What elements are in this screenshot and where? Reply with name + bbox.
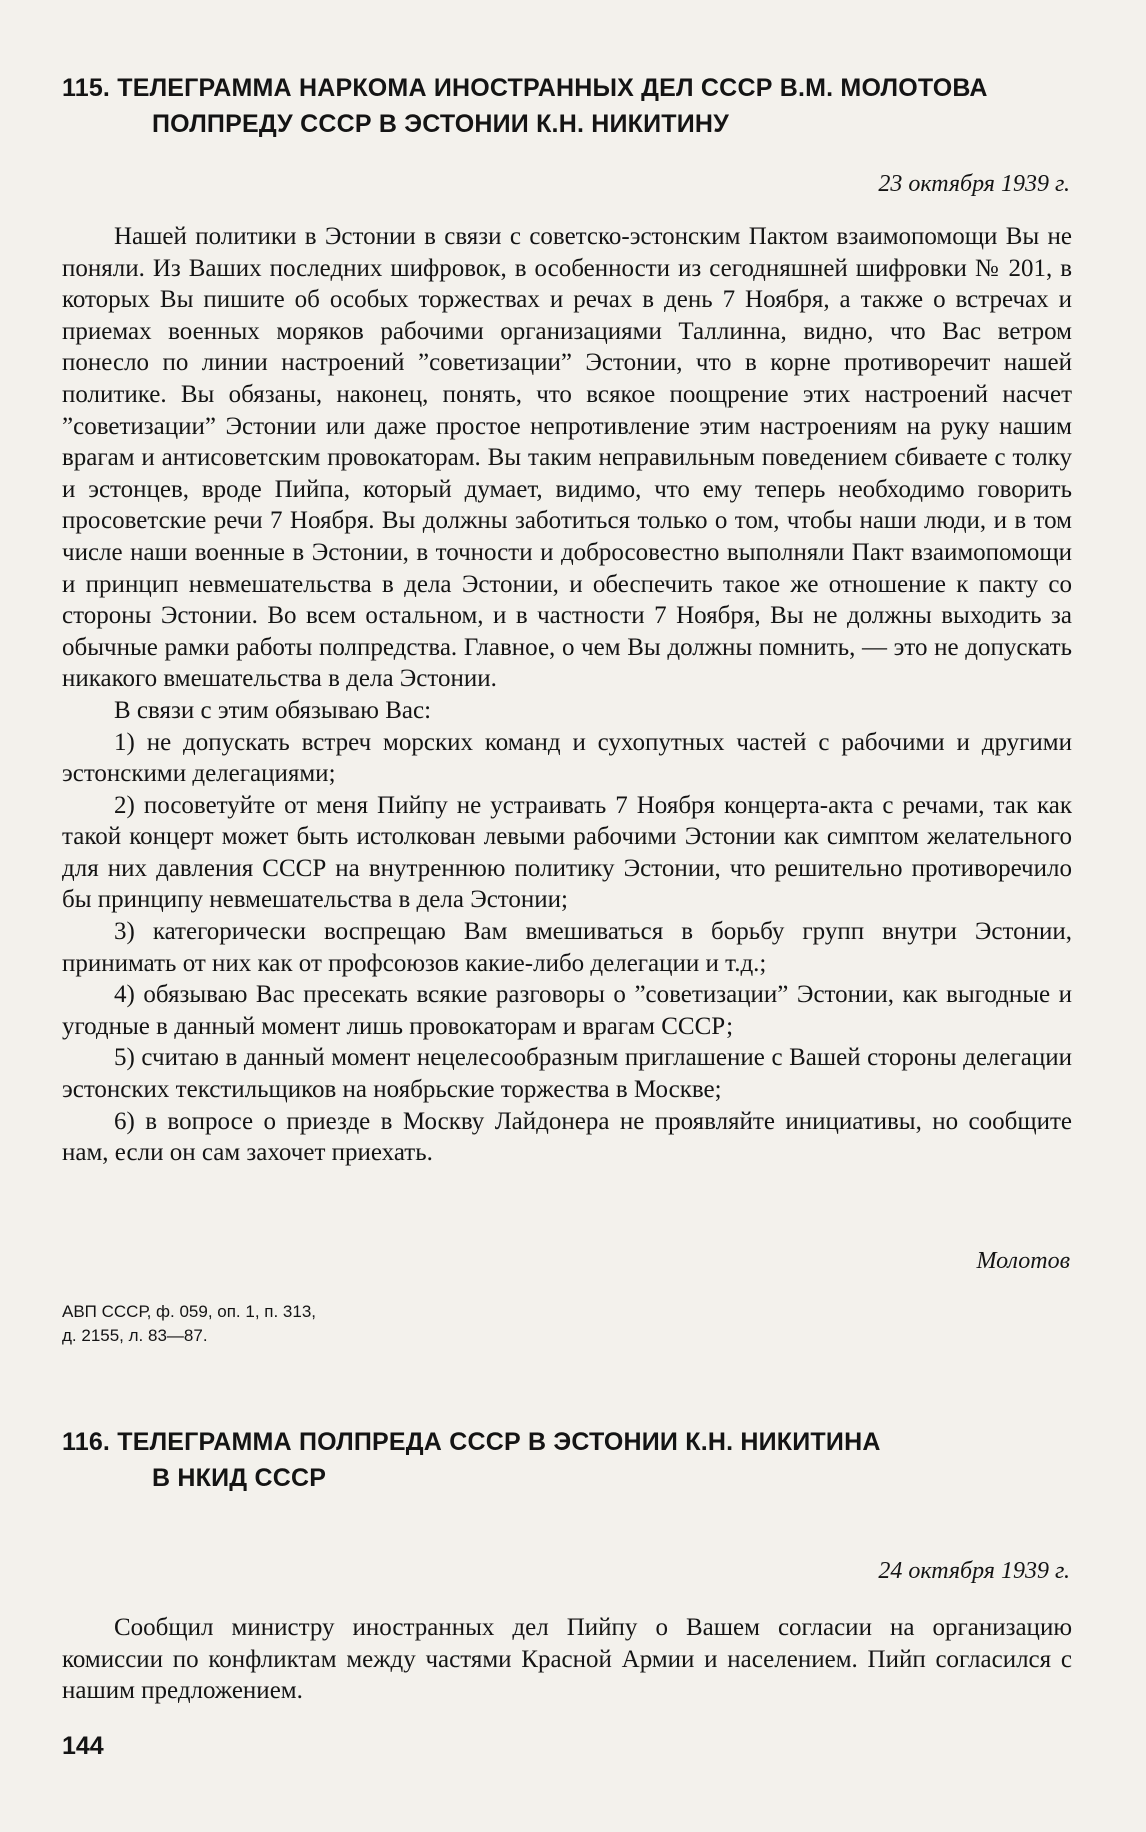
doc-115-list-item: 5) считаю в данный момент нецелесообразным приглашение с Вашей стороны делегации эстонских текстильщиков на ноябрьские торжества в Москве;: [62, 1044, 1072, 1104]
doc-116-date: 24 октября 1939 г.: [878, 1558, 1070, 1584]
doc-116-paragraph: Сообщил министру иностранных дел Пийпу о Вашем согласии на организацию комиссии по конфликтам между частями Красной Армии и населением. Пийп согласился с нашим предложением.: [62, 1614, 1072, 1705]
doc-115-list-item: 3) категорически воспрещаю Вам вмешиваться в борьбу групп внутри Эстонии, принимать от них как от профсоюзов какие-либо делегации и т.д.;: [62, 918, 1072, 977]
doc-116-title-line-1: 116. ТЕЛЕГРАММА ПОЛПРЕДА СССР В ЭСТОНИИ К.Н. НИКИТИНА: [62, 1428, 881, 1456]
page-number: 144: [62, 1732, 104, 1760]
doc-115-archive-reference: [62, 1300, 422, 1348]
doc-115-title: [62, 70, 1082, 142]
archive-line-2: д. 2155, л. 83—87.: [62, 1326, 208, 1345]
doc-115-body: [62, 221, 1072, 1169]
doc-115-list-item: 2) посоветуйте от меня Пийпу не устраивать 7 Ноября концерта-акта с речами, так как такой концерт может быть истолкован левыми рабочими Эстонии как симптом желательного для них давления СССР на внутреннюю политику Эстонии, что решительно противоречило бы принципу невмешательства в дела Эстонии;: [62, 791, 1072, 914]
doc-115-paragraph: В связи с этим обязываю Вас:: [114, 696, 432, 724]
doc-116-body: [62, 1612, 1072, 1707]
doc-115-signature: Молотов: [976, 1248, 1070, 1274]
doc-115-date: 23 октября 1939 г.: [878, 171, 1070, 197]
doc-115-list-item: 1) не допускать встреч морских команд и сухопутных частей с рабочими и другими эстонскими делегациями;: [62, 728, 1072, 788]
doc-115-title-line-2: ПОЛПРЕДУ СССР В ЭСТОНИИ К.Н. НИКИТИНУ: [152, 110, 729, 138]
archive-line-1: АВП СССР, ф. 059, оп. 1, п. 313,: [62, 1302, 317, 1321]
doc-115-title-line-1: 115. ТЕЛЕГРАММА НАРКОМА ИНОСТРАННЫХ ДЕЛ СССР В.М. МОЛОТОВА: [62, 74, 988, 102]
doc-116-title-line-2: В НКИД СССР: [152, 1464, 327, 1492]
doc-115-list-item: 6) в вопросе о приезде в Москву Лайдонера не проявляйте инициативы, но сообщите нам, если он сам захочет приехать.: [62, 1107, 1072, 1167]
doc-116-title: [62, 1424, 1082, 1496]
doc-115-list-item: 4) обязываю Вас пресекать всякие разговоры о ”советизации” Эстонии, как выгодные и угодные в данный момент лишь провокаторам и врагам СССР;: [62, 981, 1072, 1040]
doc-115-paragraph: Нашей политики в Эстонии в связи с советско-эстонским Пактом взаимопомощи Вы не поняли. Из Ваших последних шифровок, в особенности из сегодняшней шифровки № 201, в которых Вы пишите об особых торжествах и речах в день 7 Ноября, а также о встречах и приемах военных моряков рабочими организациями Таллинна, видно, что Вас ветром понесло по линии настроений ”советизации” Эстонии, что в корне противоречит нашей политике. Вы обязаны, наконец, понять, что всякое поощрение этих настроений насчет ”советизации” Эстонии или даже простое непротивление этим настроениям на руку нашим врагам и антисоветским провокаторам. Вы таким неправильным поведением сбиваете с толку и эстонцев, вроде Пийпа, который думает, видимо, что ему теперь необходимо говорить просоветские речи 7 Ноября. Вы должны заботиться только о том, чтобы наши люди, и в том числе наши военные в Эстонии, в точности и добросовестно выполняли Пакт взаимопомощи и принцип невмешательства в дела Эстонии, и обеспечить такое же отношение к пакту со стороны Эстонии. Во всем остальном, и в частности 7 Ноября, Вы не должны выходить за обычные рамки работы полпредства. Главное, о чем Вы должны помнить, — это не допускать никакого вмешательства в дела Эстонии.: [62, 223, 1072, 693]
